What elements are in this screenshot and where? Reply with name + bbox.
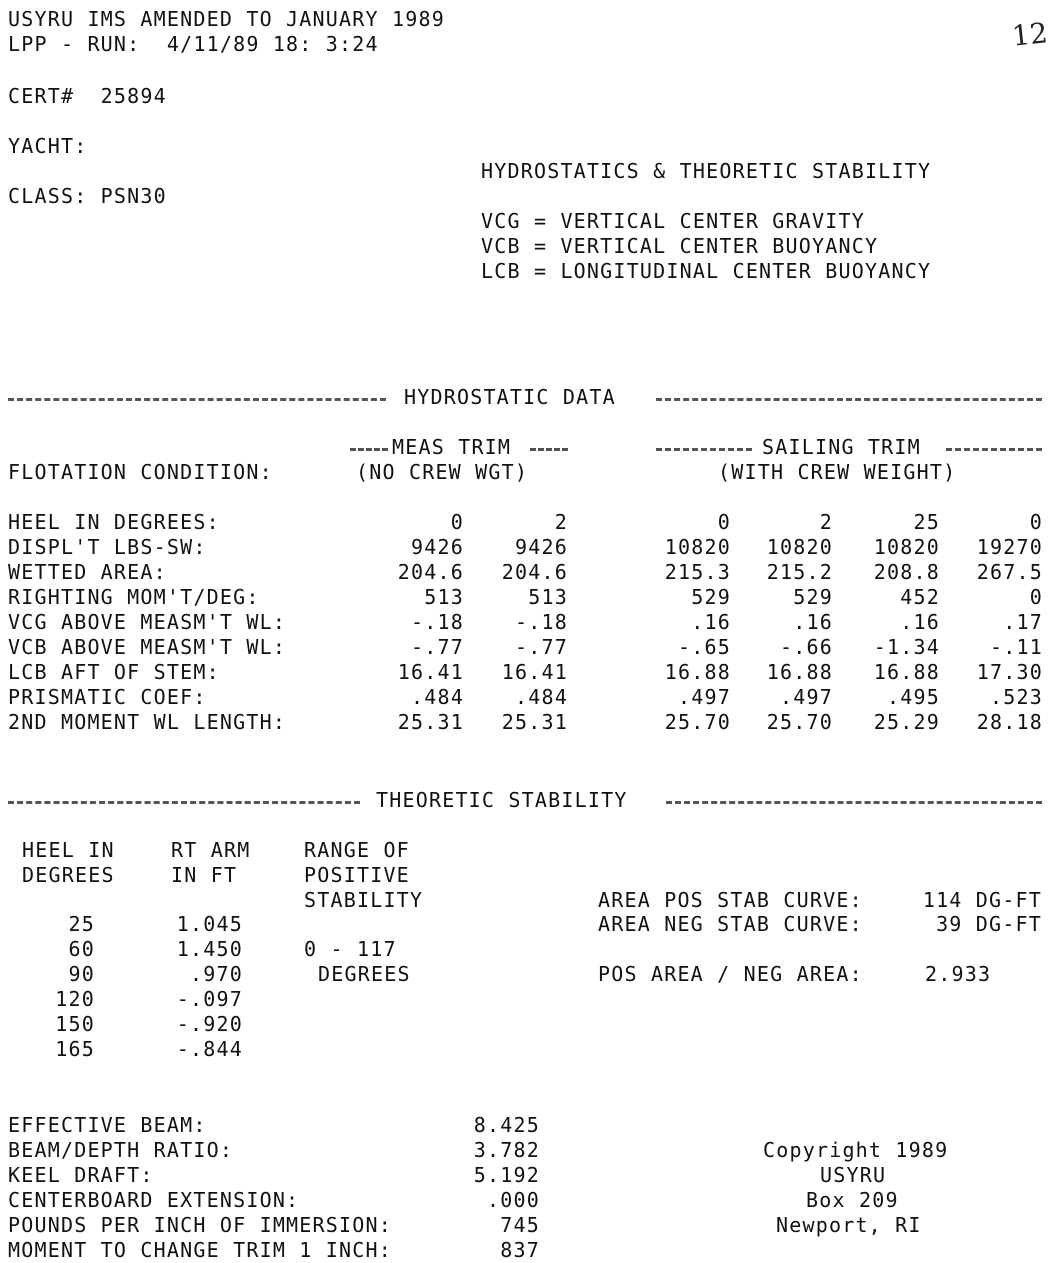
- legend-lcb: LCB = LONGITUDINAL CENTER BUOYANCY: [481, 259, 932, 283]
- hydro-cell: 2: [819, 510, 833, 534]
- hydro-cell: .17: [1003, 610, 1043, 634]
- hydro-cell: 25.31: [501, 710, 568, 734]
- hydro-cell: -.18: [515, 610, 568, 634]
- section-rule-right: [656, 398, 1042, 401]
- arm-value: 1.450: [176, 937, 243, 961]
- arm-header-1: RT ARM: [171, 838, 251, 862]
- hydro-cell: -.66: [780, 635, 833, 659]
- hydro-cell: 10820: [873, 535, 940, 559]
- meas-trim-subtitle: (NO CREW WGT): [356, 460, 529, 484]
- hydro-cell: 452: [900, 585, 940, 609]
- hydro-cell: -.77: [515, 635, 568, 659]
- hydro-row-label: VCG ABOVE MEASM'T WL:: [8, 610, 287, 634]
- area-ratio-label: POS AREA / NEG AREA:: [598, 962, 863, 986]
- hydro-cell: 2: [554, 510, 568, 534]
- stability-section-title: THEORETIC STABILITY: [376, 788, 628, 812]
- hydro-cell: .16: [900, 610, 940, 634]
- bottom-row-label: MOMENT TO CHANGE TRIM 1 INCH:: [8, 1238, 392, 1262]
- hydro-cell: 16.41: [397, 660, 464, 684]
- hydro-row-label: LCB AFT OF STEM:: [8, 660, 220, 684]
- hydro-row-label: VCB ABOVE MEASM'T WL:: [8, 635, 287, 659]
- class-label: CLASS: PSN30: [8, 184, 167, 208]
- hydro-cell: 25.31: [397, 710, 464, 734]
- heel-value: 150: [55, 1012, 95, 1036]
- range-value: 0 - 117: [304, 937, 397, 961]
- hydro-cell: 267.5: [976, 560, 1043, 584]
- hydro-row-label: DISPL'T LBS-SW:: [8, 535, 207, 559]
- hydro-cell: 529: [793, 585, 833, 609]
- copyright-line: Copyright 1989: [763, 1138, 949, 1162]
- legend-title: HYDROSTATICS & THEORETIC STABILITY: [481, 159, 932, 183]
- hydro-row-label: RIGHTING MOM'T/DEG:: [8, 585, 260, 609]
- heel-header-1: HEEL IN: [22, 838, 115, 862]
- section-rule-left: [8, 398, 386, 401]
- hydro-cell: 9426: [411, 535, 464, 559]
- meas-trim-rule-right: [530, 448, 568, 451]
- header-line-1: USYRU IMS AMENDED TO JANUARY 1989: [8, 7, 445, 31]
- copyright-org: USYRU: [820, 1163, 887, 1187]
- hydrostatic-section-title: HYDROSTATIC DATA: [404, 385, 616, 409]
- hydro-cell: -.65: [678, 635, 731, 659]
- heel-value: 90: [68, 962, 95, 986]
- hydro-cell: -.18: [411, 610, 464, 634]
- hydro-cell: 0: [717, 510, 731, 534]
- sailing-trim-rule-right: [946, 448, 1042, 451]
- meas-trim-rule-left: [350, 448, 388, 451]
- legend-vcg: VCG = VERTICAL CENTER GRAVITY: [481, 209, 865, 233]
- hydro-cell: 16.88: [766, 660, 833, 684]
- hydro-cell: 513: [528, 585, 568, 609]
- stability-rule-left: [8, 801, 360, 804]
- heel-header-2: DEGREES: [22, 863, 115, 887]
- arm-header-2: IN FT: [171, 863, 238, 887]
- hydro-cell: .497: [780, 685, 833, 709]
- hydro-cell: -1.34: [873, 635, 940, 659]
- meas-trim-label: MEAS TRIM: [392, 435, 512, 459]
- hydro-cell: 25: [913, 510, 940, 534]
- sailing-trim-rule-left: [656, 448, 752, 451]
- hydro-cell: 204.6: [501, 560, 568, 584]
- yacht-label: YACHT:: [8, 134, 88, 158]
- hydro-cell: 16.88: [664, 660, 731, 684]
- bottom-row-value: 837: [500, 1238, 540, 1262]
- heel-value: 25: [68, 912, 95, 936]
- hydro-cell: 25.70: [766, 710, 833, 734]
- hydro-cell: 28.18: [976, 710, 1043, 734]
- arm-value: -.920: [176, 1012, 243, 1036]
- hydro-cell: 215.2: [766, 560, 833, 584]
- heel-value: 165: [55, 1037, 95, 1061]
- hydro-cell: .495: [887, 685, 940, 709]
- hydro-cell: 0: [1029, 585, 1043, 609]
- arm-value: -.097: [176, 987, 243, 1011]
- hydro-row-label: PRISMATIC COEF:: [8, 685, 207, 709]
- area-neg-value: 39 DG-FT: [936, 912, 1042, 936]
- arm-value: 1.045: [176, 912, 243, 936]
- hydro-cell: .497: [678, 685, 731, 709]
- hydro-cell: 16.41: [501, 660, 568, 684]
- hydro-cell: -.11: [990, 635, 1043, 659]
- range-header-1: RANGE OF: [304, 838, 410, 862]
- arm-value: -.844: [176, 1037, 243, 1061]
- hydro-cell: -.77: [411, 635, 464, 659]
- bottom-row-label: POUNDS PER INCH OF IMMERSION:: [8, 1213, 392, 1237]
- copyright-box: Box 209: [806, 1188, 899, 1212]
- hydro-cell: .523: [990, 685, 1043, 709]
- sailing-trim-subtitle: (WITH CREW WEIGHT): [718, 460, 957, 484]
- header-line-2: LPP - RUN: 4/11/89 18: 3:24: [8, 32, 379, 56]
- area-ratio-value: 2.933: [925, 962, 992, 986]
- range-header-2: POSITIVE: [304, 863, 410, 887]
- hydro-cell: 25.29: [873, 710, 940, 734]
- arm-value: .970: [190, 962, 243, 986]
- hydro-cell: 0: [450, 510, 464, 534]
- hydro-row-label: WETTED AREA:: [8, 560, 167, 584]
- bottom-row-value: 8.425: [473, 1113, 540, 1137]
- hydro-cell: 208.8: [873, 560, 940, 584]
- hydro-cell: 529: [691, 585, 731, 609]
- range-header-3: STABILITY: [304, 888, 424, 912]
- bottom-row-value: 3.782: [473, 1138, 540, 1162]
- hydro-cell: 9426: [515, 535, 568, 559]
- bottom-row-label: EFFECTIVE BEAM:: [8, 1113, 207, 1137]
- hydro-cell: .484: [515, 685, 568, 709]
- area-neg-label: AREA NEG STAB CURVE:: [598, 912, 863, 936]
- flotation-condition-label: FLOTATION CONDITION:: [8, 460, 273, 484]
- heel-value: 60: [68, 937, 95, 961]
- cert-number: CERT# 25894: [8, 84, 167, 108]
- hydro-row-label: HEEL IN DEGREES:: [8, 510, 220, 534]
- hydro-cell: 10820: [766, 535, 833, 559]
- range-unit: DEGREES: [318, 962, 411, 986]
- bottom-row-value: .000: [487, 1188, 540, 1212]
- bottom-row-label: BEAM/DEPTH RATIO:: [8, 1138, 234, 1162]
- bottom-row-value: 5.192: [473, 1163, 540, 1187]
- area-pos-label: AREA POS STAB CURVE:: [598, 888, 863, 912]
- hydro-cell: 17.30: [976, 660, 1043, 684]
- hydro-cell: 513: [424, 585, 464, 609]
- sailing-trim-label: SAILING TRIM: [762, 435, 921, 459]
- copyright-city: Newport, RI: [776, 1213, 922, 1237]
- hydro-cell: 10820: [664, 535, 731, 559]
- handwritten-page-number: 12: [1010, 16, 1050, 53]
- bottom-row-label: CENTERBOARD EXTENSION:: [8, 1188, 300, 1212]
- heel-value: 120: [55, 987, 95, 1011]
- hydro-cell: 0: [1029, 510, 1043, 534]
- hydro-cell: .16: [691, 610, 731, 634]
- stability-rule-right: [666, 801, 1042, 804]
- hydro-cell: 16.88: [873, 660, 940, 684]
- legend-vcb: VCB = VERTICAL CENTER BUOYANCY: [481, 234, 879, 258]
- hydro-row-label: 2ND MOMENT WL LENGTH:: [8, 710, 287, 734]
- hydro-cell: 25.70: [664, 710, 731, 734]
- hydro-cell: .484: [411, 685, 464, 709]
- hydro-cell: .16: [793, 610, 833, 634]
- bottom-row-value: 745: [500, 1213, 540, 1237]
- hydro-cell: 19270: [976, 535, 1043, 559]
- hydro-cell: 215.3: [664, 560, 731, 584]
- bottom-row-label: KEEL DRAFT:: [8, 1163, 154, 1187]
- area-pos-value: 114 DG-FT: [922, 888, 1042, 912]
- hydro-cell: 204.6: [397, 560, 464, 584]
